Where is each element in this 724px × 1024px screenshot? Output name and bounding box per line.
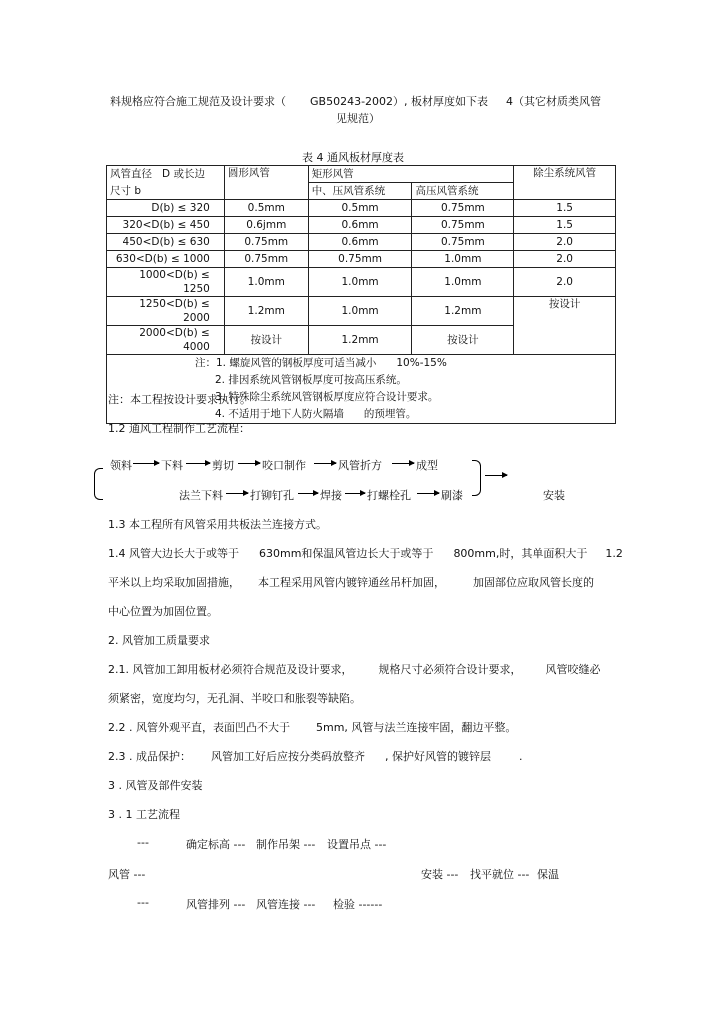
flow-end: 安装 — [543, 489, 565, 502]
table-caption: 表 4 通风板材厚度表 — [302, 151, 404, 164]
flow-right-brace — [472, 460, 481, 496]
cell-high: 0.75mm — [412, 200, 514, 217]
table-notes — [107, 355, 616, 424]
flow2-dash: --- — [137, 836, 149, 849]
flow-arrow — [392, 463, 414, 464]
flow-step: 焊接 — [320, 489, 342, 502]
flow2-step: 制作吊架 --- — [256, 838, 316, 851]
cell-mid: 0.5mm — [308, 200, 412, 217]
flow2-step: 找平就位 --- — [470, 868, 530, 881]
flow2-step: 确定标高 --- — [186, 838, 246, 851]
table-row — [107, 268, 616, 297]
flow-step: 成型 — [416, 459, 438, 472]
cell-dust: 2.0 — [514, 268, 616, 297]
p14-a: 1.4 风管大边长大于或等于 — [108, 547, 239, 560]
intro-line-2: 见规范） — [336, 112, 380, 125]
cell-size: 1250<D(b) ≤ 2000 — [107, 297, 225, 326]
intro-text-c: 4（其它材质类风管 — [506, 95, 602, 108]
cell-mid: 1.0mm — [308, 268, 412, 297]
section-3-1-title: 3 . 1 工艺流程 — [108, 808, 180, 821]
flow2-step: 安装 --- — [421, 868, 459, 881]
cell-round: 0.75mm — [224, 234, 308, 251]
flow-step: 风管折方 — [338, 459, 382, 472]
cell-size: 2000<D(b) ≤ 4000 — [107, 326, 225, 355]
cell-dust: 1.5 — [514, 217, 616, 234]
flow-step: 咬口制作 — [262, 459, 306, 472]
header-rect: 矩形风管 — [308, 166, 514, 183]
header-rect-high: 高压风管系统 — [412, 183, 514, 200]
flow-arrow — [345, 493, 365, 494]
para-1-4-line-3: 中心位置为加固位置。 — [108, 605, 218, 618]
section-2-title: 2. 风管加工质量要求 — [108, 634, 210, 647]
cell-high: 1.0mm — [412, 251, 514, 268]
cell-size: 450<D(b) ≤ 630 — [107, 234, 225, 251]
p14-f: 本工程采用风管内镀锌通丝吊杆加固， — [258, 576, 445, 589]
flow2-start: 风管 --- — [108, 868, 146, 881]
flow-step: 打铆钉孔 — [250, 489, 294, 502]
header-round: 圆形风管 — [224, 166, 308, 200]
note-2: 2. 排因系统风管钢板厚度可按高压系统。 — [215, 374, 407, 386]
thickness-table — [106, 165, 616, 424]
flow-start: 领料 — [110, 459, 132, 472]
p14-b: 630mm和保温风管边长大于或等于 — [259, 547, 434, 560]
cell-dust: 2.0 — [514, 234, 616, 251]
section-1-2-title: 1.2 通风工程制作工艺流程： — [108, 422, 250, 435]
p14-d: 1.2 — [605, 547, 623, 560]
note-4: 4. 不适用于地下人防火隔墙 — [215, 408, 344, 420]
para-2-3 — [108, 748, 522, 764]
flow-step: 法兰下料 — [179, 489, 223, 502]
para-2-2 — [108, 719, 516, 735]
cell-high: 1.2mm — [412, 297, 514, 326]
header-dust: 除尘系统风管 — [514, 166, 616, 200]
flow-arrow — [133, 463, 159, 464]
para-1-3: 1.3 本工程所有风管采用共板法兰连接方式。 — [108, 518, 327, 531]
cell-size: D(b) ≤ 320 — [107, 200, 225, 217]
flow2-step: 设置吊点 --- — [327, 838, 387, 851]
p22-b: 5mm, 风管与法兰连接牢固，翻边平整。 — [315, 721, 517, 734]
cell-dust-merged: 按设计 — [514, 297, 616, 355]
p14-e: 平米以上均采取加固措施， — [108, 576, 240, 589]
flow2-step: 保温 — [537, 868, 559, 881]
cell-mid: 1.0mm — [308, 297, 412, 326]
header-size-2: 尺寸 b — [107, 183, 225, 200]
cell-high: 按设计 — [412, 326, 514, 355]
p14-g: 加固部位应取风管长度的 — [473, 576, 594, 589]
header-size: 风管直径 D 或长边 — [107, 166, 225, 183]
p22-a: 2.2 . 风管外观平直，表面凹凸不大于 — [108, 721, 290, 734]
cell-mid: 1.2mm — [308, 326, 412, 355]
cell-round: 0.75mm — [224, 251, 308, 268]
cell-high: 0.75mm — [412, 217, 514, 234]
p21-b: 规格尺寸必须符合设计要求， — [378, 663, 522, 676]
flow-arrow — [485, 475, 507, 476]
cell-size: 630<D(b) ≤ 1000 — [107, 251, 225, 268]
para-2-1-line-1 — [108, 661, 601, 677]
cell-round: 1.2mm — [224, 297, 308, 326]
p23-b: 风管加工好后应按分类码放整齐 — [210, 750, 365, 763]
para-1-4-line-2 — [108, 574, 594, 590]
table-row — [107, 234, 616, 251]
p23-c: , 保护好风管的镀锌层 — [384, 750, 491, 763]
flow-step: 下料 — [161, 459, 183, 472]
note-1-range: 10%-15% — [396, 357, 447, 369]
flow-step: 打螺栓孔 — [367, 489, 411, 502]
p21-a: 2.1. 风管加工卸用板材必须符合规范及设计要求， — [108, 663, 353, 676]
p21-c: 风管咬缝必 — [545, 663, 601, 676]
cell-size: 320<D(b) ≤ 450 — [107, 217, 225, 234]
after-table-note: 注：本工程按设计要求执行。 — [108, 393, 251, 406]
intro-text-b: GB50243-2002）, 板材厚度如下表 — [310, 95, 489, 108]
flow2-step: 检验 ------ — [333, 898, 383, 911]
flow-arrow — [417, 493, 439, 494]
cell-mid: 0.6mm — [308, 234, 412, 251]
table-row — [107, 217, 616, 234]
p23-d: . — [518, 750, 523, 763]
flow-step: 刷漆 — [441, 489, 463, 502]
flow2-dash: --- — [137, 896, 149, 909]
note-1: 注：1. 螺旋风管的钢板厚度可适当减小 — [195, 357, 377, 369]
table-row — [107, 297, 616, 326]
p23-a: 2.3 . 成品保护： — [108, 750, 191, 763]
cell-high: 0.75mm — [412, 234, 514, 251]
table-row — [107, 200, 616, 217]
cell-round: 1.0mm — [224, 268, 308, 297]
flow-left-brace — [94, 468, 103, 500]
flow-arrow — [314, 463, 336, 464]
flow2-step: 风管连接 --- — [256, 898, 316, 911]
flow-arrow — [238, 463, 260, 464]
cell-dust: 1.5 — [514, 200, 616, 217]
note-3: 3. 特殊除尘系统风管钢板厚度应符合设计要求。 — [215, 391, 439, 403]
cell-round: 0.6jmm — [224, 217, 308, 234]
intro-text-a: 料规格应符合施工规范及设计要求（ — [110, 95, 286, 108]
cell-round: 按设计 — [224, 326, 308, 355]
cell-mid: 0.75mm — [308, 251, 412, 268]
para-2-1-line-2: 须紧密，宽度均匀，无孔洞、半咬口和胀裂等缺陷。 — [108, 692, 361, 705]
flow-arrow — [186, 463, 210, 464]
intro-line-1 — [110, 93, 601, 109]
header-rect-mid: 中、压风管系统 — [308, 183, 412, 200]
flow-step: 剪切 — [212, 459, 234, 472]
cell-size: 1000<D(b) ≤ 1250 — [107, 268, 225, 297]
section-3-title: 3 . 风管及部件安装 — [108, 779, 203, 792]
p14-c: 800mm,时，其单面积大于 — [453, 547, 588, 560]
cell-dust: 2.0 — [514, 251, 616, 268]
cell-mid: 0.6mm — [308, 217, 412, 234]
flow2-step: 风管排列 --- — [186, 898, 246, 911]
table-row — [107, 251, 616, 268]
flow-arrow — [298, 493, 318, 494]
note-4-tail: 的预埋管。 — [363, 408, 417, 420]
flow-arrow — [226, 493, 248, 494]
cell-high: 1.0mm — [412, 268, 514, 297]
para-1-4-line-1 — [108, 545, 623, 561]
cell-round: 0.5mm — [224, 200, 308, 217]
